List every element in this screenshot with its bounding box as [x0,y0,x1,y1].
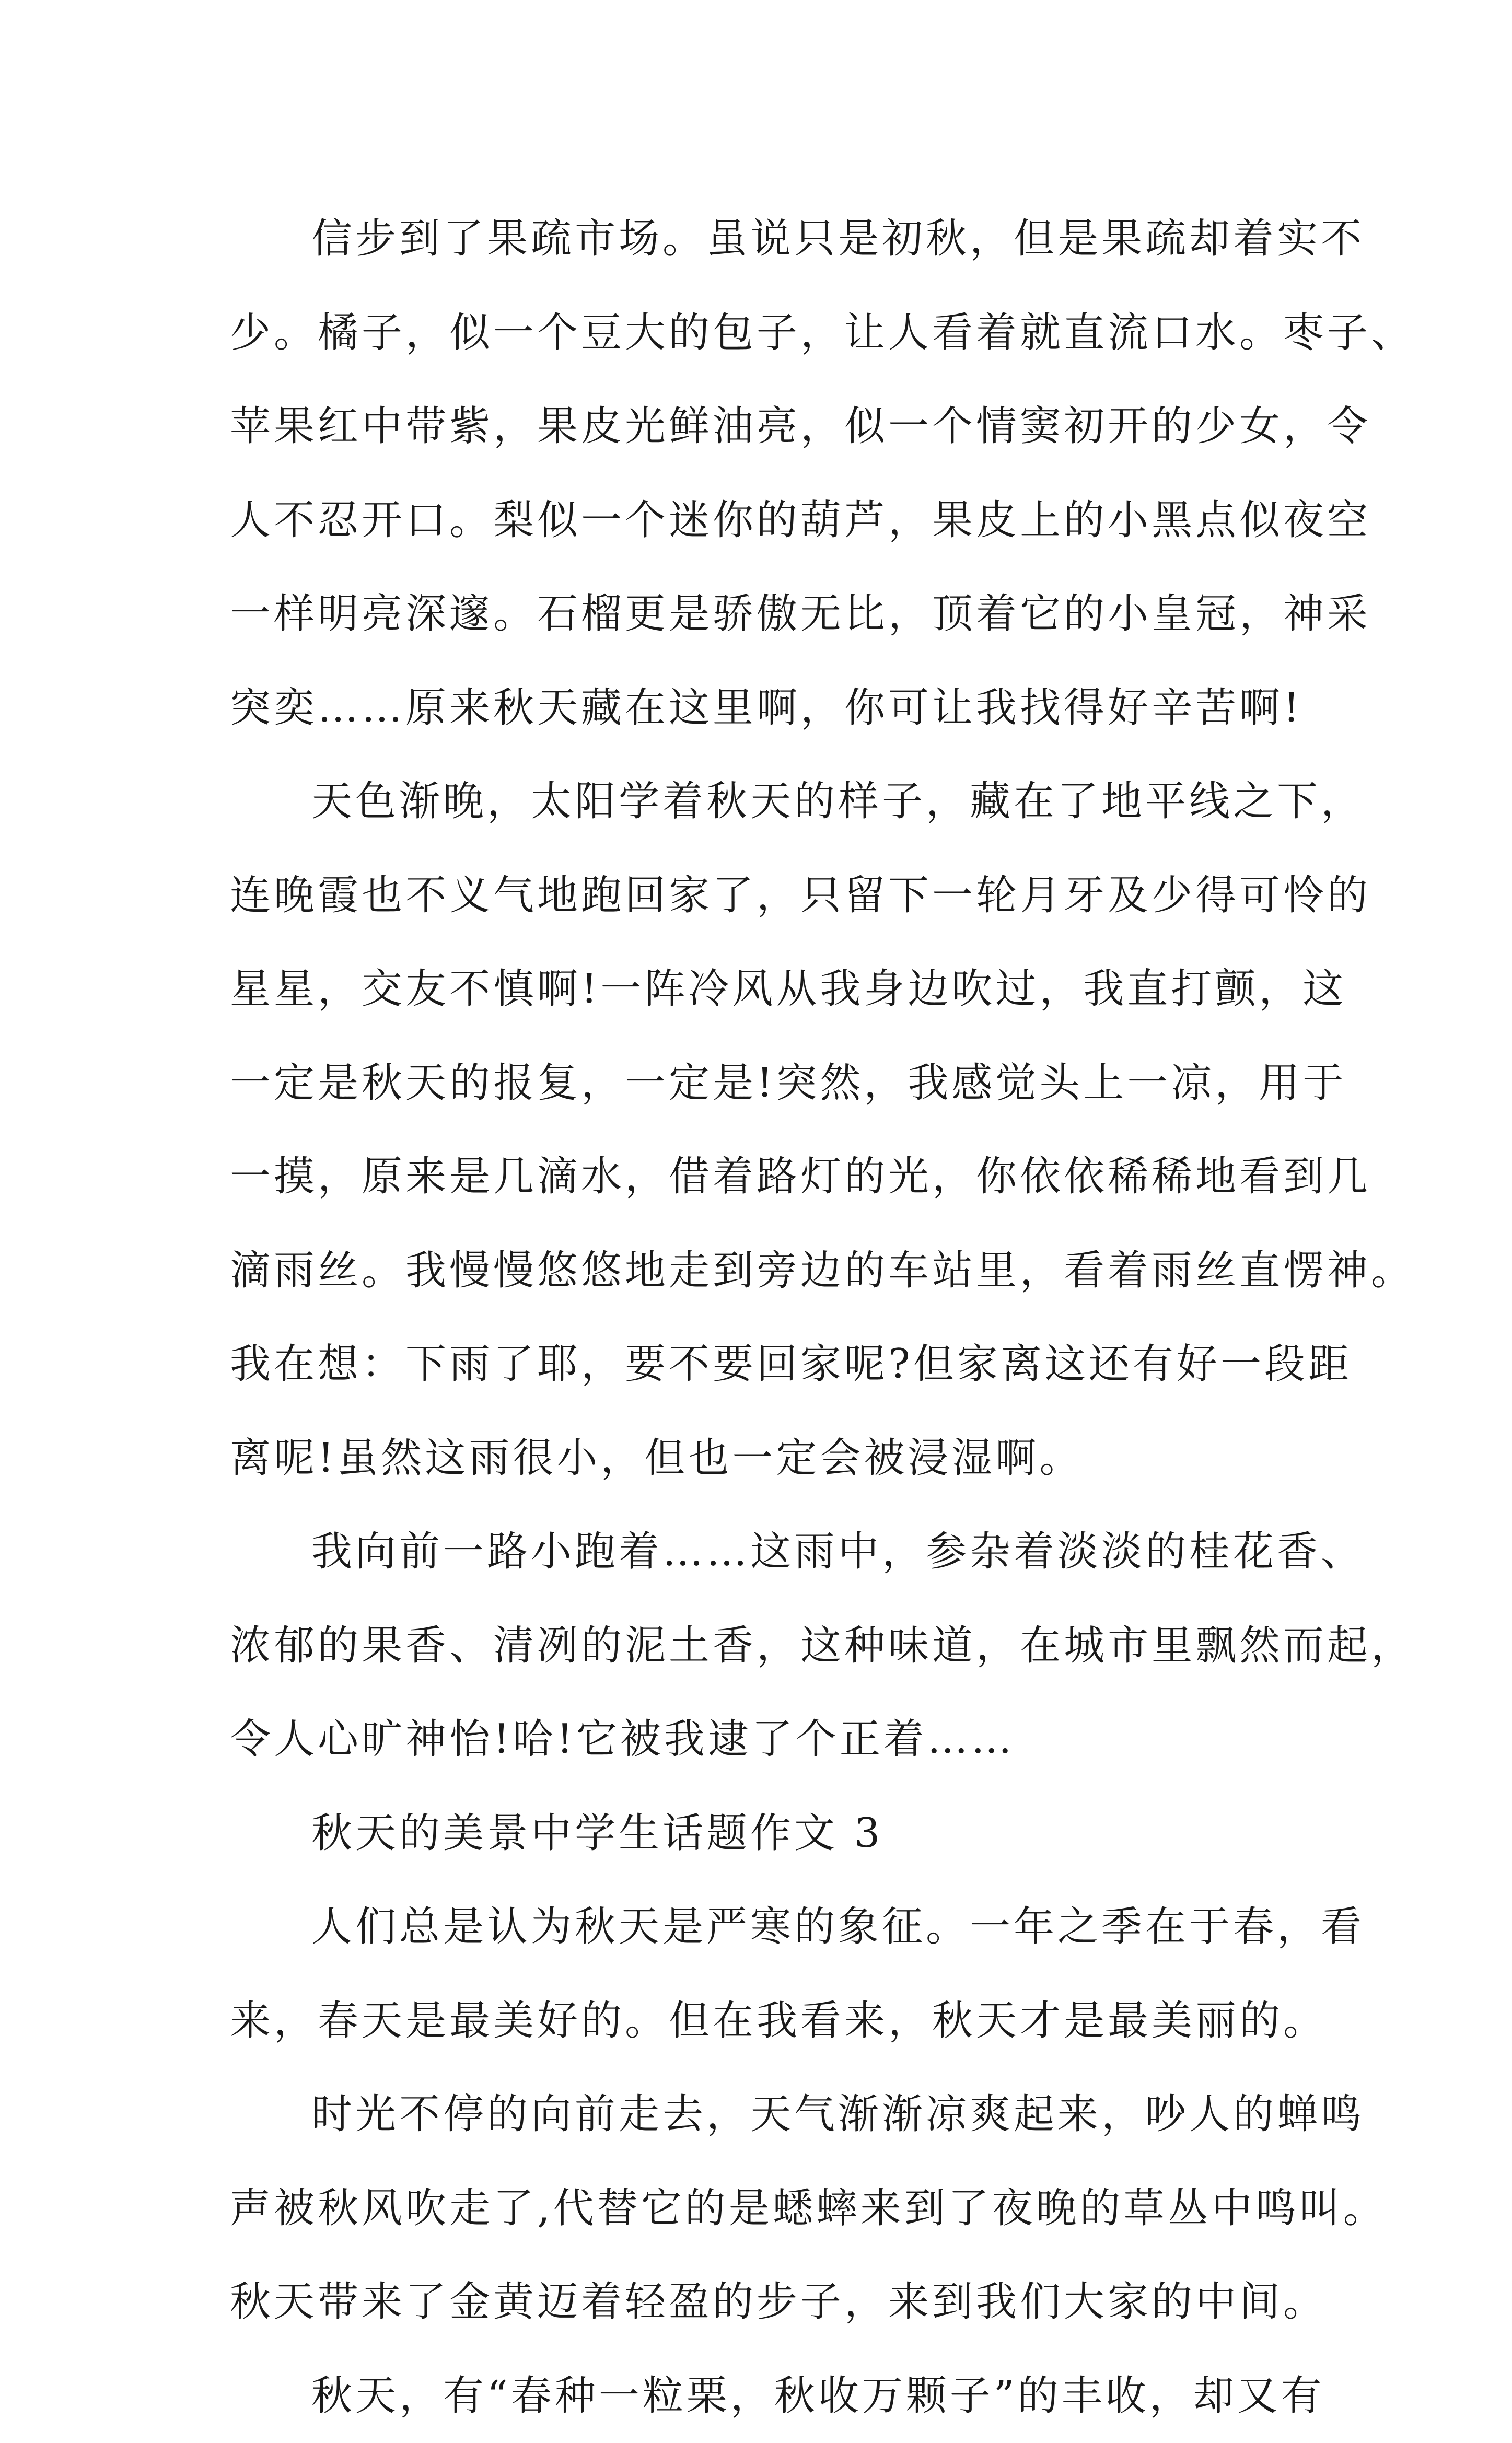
text-line: 天色渐晚，太阳学着秋天的样子，藏在了地平线之下， [230,755,1296,849]
text-line: 星星，交友不慎啊!一阵冷风从我身边吹过，我直打颤，这 [230,943,1296,1037]
text-line: 离呢!虽然这雨很小，但也一定会被浸湿啊。 [230,1412,1296,1506]
text-line: 我在想：下雨了耶，要不要回家呢?但家离这还有好一段距 [230,1318,1296,1412]
text-line: 声被秋风吹走了,代替它的是蟋蟀来到了夜晚的草丛中鸣叫。 [230,2162,1296,2256]
text-line: 一样明亮深邃。石榴更是骄傲无比，顶着它的小皇冠，神采 [230,567,1296,661]
text-line: 浓郁的果香、清冽的泥土香，这种味道，在城市里飘然而起， [230,1599,1296,1693]
text-line: 少。橘子，似一个豆大的包子，让人看着就直流口水。枣子、 [230,286,1296,380]
text-line: 令人心旷神怡!哈!它被我逮了个正着…… [230,1693,1296,1787]
text-line: 来，春天是最美好的。但在我看来，秋天才是最美丽的。 [230,1974,1296,2068]
text-line: 突奕……原来秋天藏在这里啊，你可让我找得好辛苦啊! [230,661,1296,755]
text-line: 一定是秋天的报复，一定是!突然，我感觉头上一凉，用于 [230,1037,1296,1131]
text-line: 连晚霞也不义气地跑回家了，只留下一轮月牙及少得可怜的 [230,849,1296,943]
text-line: 秋天，有“春种一粒栗，秋收万颗子”的丰收，却又有 [230,2349,1296,2443]
text-line: 秋天带来了金黄迈着轻盈的步子，来到我们大家的中间。 [230,2255,1296,2349]
section-heading: 秋天的美景中学生话题作文 3 [230,1787,1296,1881]
text-line: 人不忍开口。梨似一个迷你的葫芦，果皮上的小黑点似夜空 [230,474,1296,568]
text-line: 滴雨丝。我慢慢悠悠地走到旁边的车站里，看着雨丝直愣神。 [230,1224,1296,1318]
article-body [230,192,1296,2443]
text-line: 时光不停的向前走去，天气渐渐凉爽起来，吵人的蝉鸣 [230,2068,1296,2162]
text-line: 人们总是认为秋天是严寒的象征。一年之季在于春，看 [230,1880,1296,1974]
text-line: 我向前一路小跑着……这雨中，参杂着淡淡的桂花香、 [230,1505,1296,1599]
text-line: 信步到了果疏市场。虽说只是初秋，但是果疏却着实不 [230,192,1296,286]
text-line: 一摸，原来是几滴水，借着路灯的光，你依依稀稀地看到几 [230,1130,1296,1224]
text-line: 苹果红中带紫，果皮光鲜油亮，似一个情窦初开的少女，令 [230,380,1296,474]
